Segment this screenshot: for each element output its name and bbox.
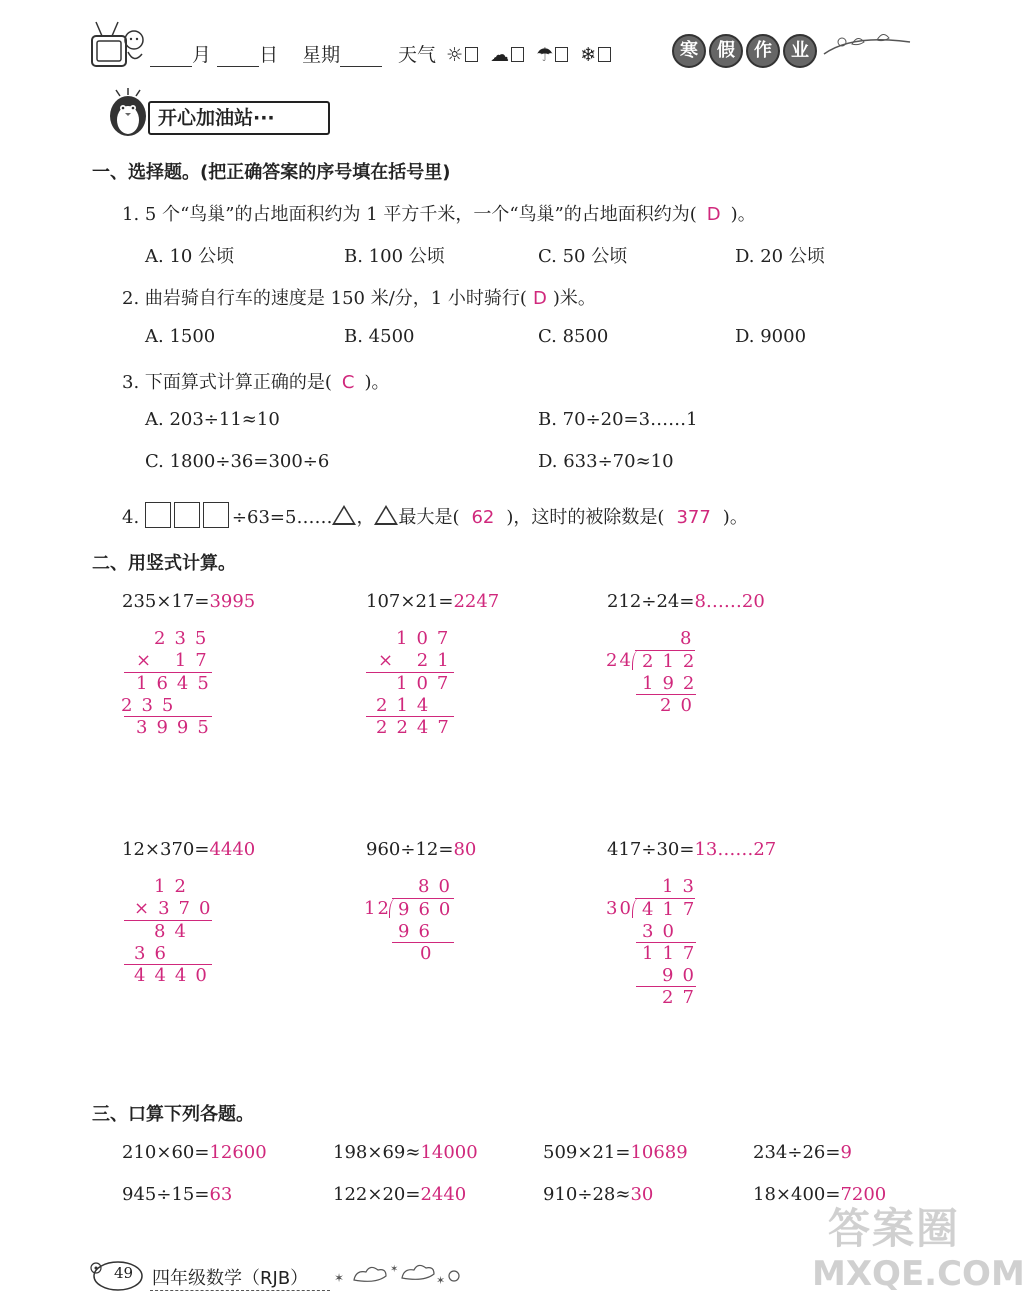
problem-expr: 960÷12= bbox=[366, 839, 454, 860]
problem-expr: 417÷30= bbox=[607, 839, 695, 860]
q3-text bbox=[122, 368, 390, 394]
footer-subject: 四年级数学（RJB） bbox=[152, 1268, 309, 1289]
rain-icon: ☂ bbox=[536, 44, 554, 66]
mental-math-6 bbox=[333, 1184, 466, 1205]
section1-title: 一、选择题。(把正确答案的序号填在括号里) bbox=[92, 162, 451, 183]
problem-answer[interactable]: 13……27 bbox=[694, 839, 777, 860]
section2-title: 二、用竖式计算。 bbox=[92, 553, 236, 574]
q2-option-c[interactable]: C. 8500 bbox=[538, 326, 609, 347]
mental-answer[interactable]: 10689 bbox=[630, 1142, 688, 1163]
mental-math-4 bbox=[753, 1142, 852, 1163]
day-blank[interactable] bbox=[217, 48, 259, 67]
q3-option-c[interactable]: C. 1800÷36=300÷6 bbox=[145, 451, 330, 472]
work-line: 107 bbox=[396, 673, 458, 694]
work-line: × 21 bbox=[378, 650, 458, 671]
svg-text:✶: ✶ bbox=[334, 1271, 345, 1285]
work-line: 3995 bbox=[136, 717, 218, 738]
q2-option-a[interactable]: A. 1500 bbox=[145, 326, 216, 347]
svg-text:✶: ✶ bbox=[436, 1274, 446, 1287]
vertical-problem-4 bbox=[122, 839, 255, 860]
mental-answer[interactable]: 30 bbox=[630, 1184, 654, 1205]
problem-expr: 235×17= bbox=[122, 591, 210, 612]
week-blank[interactable] bbox=[340, 48, 382, 67]
work-line: 90 bbox=[662, 965, 703, 986]
q4-comma: ， bbox=[356, 507, 375, 528]
day-label: 日 bbox=[259, 44, 279, 66]
mental-expr: 18×400= bbox=[753, 1184, 841, 1205]
mental-expr: 945÷15= bbox=[122, 1184, 210, 1205]
q2-text bbox=[122, 284, 596, 310]
month-label: 月 bbox=[192, 44, 212, 66]
watermark-logo: 答案圈 bbox=[828, 1204, 961, 1253]
mental-answer[interactable]: 7200 bbox=[840, 1184, 887, 1205]
vertical-problem-1 bbox=[122, 591, 255, 612]
q4-answer-dividend[interactable]: 377 bbox=[676, 507, 711, 528]
penguin-mascot-icon bbox=[102, 86, 154, 142]
q2-stem: 2. 曲岩骑自行车的速度是 150 米/分，1 小时骑行( bbox=[122, 288, 527, 309]
mental-math-2 bbox=[333, 1142, 478, 1163]
division-bracket bbox=[632, 898, 639, 918]
work-quotient: 13 bbox=[662, 876, 703, 897]
mental-answer[interactable]: 12600 bbox=[209, 1142, 267, 1163]
problem-answer[interactable]: 2247 bbox=[453, 591, 500, 612]
work-line: 214 bbox=[376, 695, 438, 716]
mental-expr: 234÷26= bbox=[753, 1142, 841, 1163]
problem-answer[interactable]: 3995 bbox=[209, 591, 256, 612]
work-remainder: 20 bbox=[660, 695, 701, 716]
mental-math-7 bbox=[543, 1184, 653, 1205]
work-line: 235 bbox=[154, 628, 216, 649]
date-line bbox=[150, 40, 382, 67]
snow-icon: ❄ bbox=[580, 44, 597, 66]
work-line: 96 bbox=[398, 921, 439, 942]
snow-checkbox[interactable] bbox=[598, 47, 611, 62]
q4-number: 4. bbox=[122, 507, 140, 528]
q2-option-b[interactable]: B. 4500 bbox=[344, 326, 415, 347]
badge-char-1: 寒 bbox=[672, 34, 706, 68]
q1-option-d[interactable]: D. 20 公顷 bbox=[735, 246, 825, 267]
mental-answer[interactable]: 2440 bbox=[420, 1184, 467, 1205]
work-divisor: 24 bbox=[606, 650, 633, 671]
work-quotient: 8 bbox=[680, 628, 701, 649]
badge-char-3: 作 bbox=[746, 34, 780, 68]
q3-answer[interactable]: C bbox=[341, 372, 355, 393]
q4-tail: )。 bbox=[722, 507, 748, 528]
mental-answer[interactable]: 63 bbox=[209, 1184, 233, 1205]
sun-icon: ☼ bbox=[446, 44, 464, 66]
station-title: 开心加油站··· bbox=[148, 101, 330, 135]
work-divisor: 30 bbox=[606, 898, 633, 919]
q4-divisor-text: ÷63=5…… bbox=[231, 507, 333, 528]
problem-expr: 12×370= bbox=[122, 839, 210, 860]
digit-box-2 bbox=[174, 502, 200, 528]
work-dividend: 212 bbox=[642, 651, 704, 672]
badge-char-4: 业 bbox=[783, 34, 817, 68]
footer-cloud-decoration bbox=[332, 1258, 462, 1292]
vertical-problem-2 bbox=[366, 591, 499, 612]
q4-dividend-text: )，这时的被除数是( bbox=[506, 507, 665, 528]
triangle-icon bbox=[332, 505, 356, 525]
mental-expr: 910÷28≈ bbox=[543, 1184, 631, 1205]
digit-box-3 bbox=[203, 502, 229, 528]
work-line: 235 bbox=[121, 695, 183, 716]
work-line: × 17 bbox=[136, 650, 216, 671]
work-line: ×370 bbox=[134, 898, 220, 919]
q3-stem: 3. 下面算式计算正确的是( bbox=[122, 372, 332, 393]
q3-option-a[interactable]: A. 203÷11≈10 bbox=[145, 409, 280, 430]
svg-text:✶: ✶ bbox=[390, 1264, 399, 1275]
q1-tail: )。 bbox=[730, 204, 756, 225]
q1-text bbox=[122, 200, 756, 226]
work-divisor: 12 bbox=[364, 898, 391, 919]
badge-char-2: 假 bbox=[709, 34, 743, 68]
problem-expr: 212÷24= bbox=[607, 591, 695, 612]
q1-option-c[interactable]: C. 50 公顷 bbox=[538, 246, 628, 267]
q2-tail: )米。 bbox=[552, 288, 596, 309]
q2-answer[interactable]: D bbox=[532, 288, 547, 309]
division-bracket bbox=[632, 650, 639, 670]
work-remainder: 0 bbox=[420, 943, 441, 964]
mental-math-3 bbox=[543, 1142, 688, 1163]
work-line: 84 bbox=[154, 921, 195, 942]
page-number: 49 bbox=[114, 1264, 134, 1282]
mental-answer[interactable]: 14000 bbox=[420, 1142, 478, 1163]
footer-dashed-rule bbox=[150, 1290, 330, 1291]
work-line: 107 bbox=[396, 628, 458, 649]
week-label: 星期 bbox=[302, 44, 341, 66]
work-line: 4440 bbox=[134, 965, 216, 986]
cloud-checkbox[interactable] bbox=[511, 47, 524, 62]
q1-option-a[interactable]: A. 10 公顷 bbox=[145, 246, 235, 267]
floral-decoration bbox=[822, 24, 912, 68]
problem-answer[interactable]: 8……20 bbox=[694, 591, 765, 612]
weather-line bbox=[398, 40, 617, 67]
cloud-icon: ☁ bbox=[490, 44, 510, 66]
vertical-problem-6 bbox=[607, 839, 776, 860]
weather-label: 天气 bbox=[398, 44, 437, 66]
tv-mascot-illustration bbox=[88, 14, 148, 78]
rain-checkbox[interactable] bbox=[555, 47, 568, 62]
watermark-url: MXQE.COM bbox=[812, 1254, 1025, 1294]
work-line: 117 bbox=[642, 943, 704, 964]
work-dividend: 960 bbox=[398, 899, 460, 920]
q3-option-b[interactable]: B. 70÷20=3……1 bbox=[538, 409, 698, 430]
triangle-icon bbox=[374, 505, 398, 525]
q4-answer-remainder[interactable]: 62 bbox=[471, 507, 495, 528]
q3-option-d[interactable]: D. 633÷70≈10 bbox=[538, 451, 674, 472]
mental-math-1 bbox=[122, 1142, 267, 1163]
work-line: 30 bbox=[642, 921, 683, 942]
q1-option-b[interactable]: B. 100 公顷 bbox=[344, 246, 445, 267]
sun-checkbox[interactable] bbox=[465, 47, 478, 62]
problem-answer[interactable]: 80 bbox=[453, 839, 477, 860]
mental-answer[interactable]: 9 bbox=[840, 1142, 852, 1163]
mental-expr: 509×21= bbox=[543, 1142, 631, 1163]
q1-stem: 1. 5 个“鸟巢”的占地面积约为 1 平方千米，一个“鸟巢”的占地面积约为( bbox=[122, 204, 697, 225]
work-line: 2247 bbox=[376, 717, 458, 738]
problem-expr: 107×21= bbox=[366, 591, 454, 612]
work-remainder: 27 bbox=[662, 987, 703, 1008]
q2-option-d[interactable]: D. 9000 bbox=[735, 326, 807, 347]
mental-expr: 122×20= bbox=[333, 1184, 421, 1205]
work-line: 36 bbox=[134, 943, 175, 964]
vertical-problem-3 bbox=[607, 591, 765, 612]
problem-answer[interactable]: 4440 bbox=[209, 839, 256, 860]
vertical-problem-5 bbox=[366, 839, 476, 860]
q1-answer[interactable]: D bbox=[706, 204, 721, 225]
q4-text bbox=[122, 502, 748, 529]
work-line: 192 bbox=[642, 673, 704, 694]
work-line: 1645 bbox=[136, 673, 218, 694]
mental-expr: 210×60= bbox=[122, 1142, 210, 1163]
q3-tail: )。 bbox=[364, 372, 390, 393]
mental-math-5 bbox=[122, 1184, 232, 1205]
digit-box-1 bbox=[145, 502, 171, 528]
q4-max-text: 最大是( bbox=[398, 507, 460, 528]
month-blank[interactable] bbox=[150, 48, 192, 67]
work-line: 12 bbox=[154, 876, 195, 897]
section3-title: 三、口算下列各题。 bbox=[92, 1104, 254, 1125]
mental-expr: 198×69≈ bbox=[333, 1142, 421, 1163]
work-quotient: 80 bbox=[418, 876, 459, 897]
work-dividend: 417 bbox=[642, 899, 704, 920]
